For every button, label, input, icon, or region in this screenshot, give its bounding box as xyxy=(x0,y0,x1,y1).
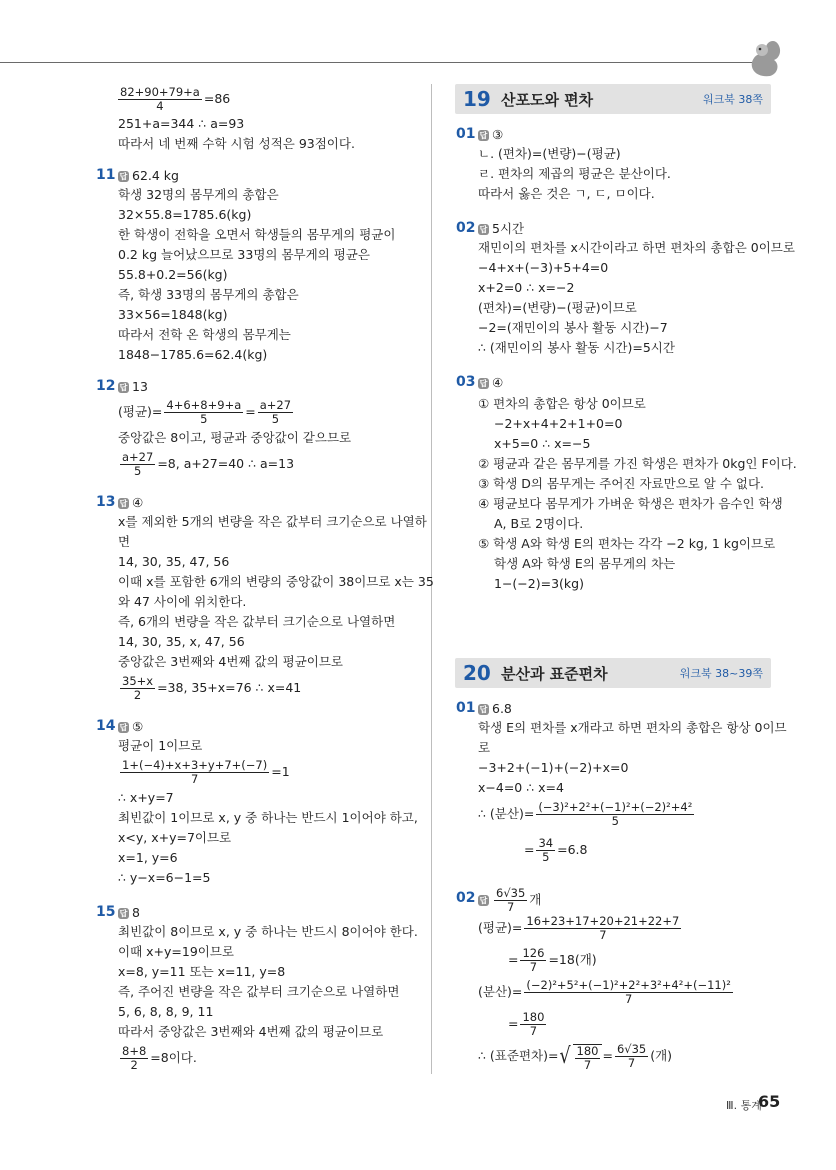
text-line: x−4=0 ∴ x=4 xyxy=(478,780,564,795)
text-line: ① 편차의 총합은 항상 0이므로 xyxy=(478,396,646,411)
eq-variance-result: = $\frac{34}{5}$ =6.8 xyxy=(524,835,588,864)
answer-line: 답 ③ xyxy=(479,127,504,142)
fraction: $\frac{8+8}{2}$ xyxy=(122,1043,147,1072)
answer-line: 답 6.8 xyxy=(479,701,512,716)
squirrel-mascot-icon xyxy=(744,36,784,80)
text-line: 1848−1785.6=62.4(kg) xyxy=(118,347,268,362)
answer-badge-icon: 답 xyxy=(119,171,128,181)
answer-badge-icon: 답 xyxy=(479,895,488,905)
eq-median: $\frac{8+8}{2}$ =8이다. xyxy=(122,1043,197,1072)
question-number: 01 xyxy=(456,700,476,716)
section-header-19 xyxy=(455,84,771,114)
fraction: $\frac{a+27}{5}$ xyxy=(122,449,154,478)
text-line: ④ 평균보다 몸무게가 가벼운 학생은 편차가 음수인 학생 xyxy=(478,496,783,511)
question-number: 02 xyxy=(456,890,476,906)
section-title: 분산과 표준편차 xyxy=(501,664,608,683)
text-line: 즉, 6개의 변량을 작은 값부터 크기순으로 나열하면 xyxy=(118,614,396,629)
text-line: 학생 A와 학생 E의 몸무게의 차는 xyxy=(494,556,676,571)
text-line: 따라서 중앙값은 3번째와 4번째 값의 평균이므로 xyxy=(118,1024,384,1039)
text-line: 이때 x를 포함한 6개의 변량의 중앙값이 38이므로 x는 35 xyxy=(118,574,434,589)
eq-variance: ∴ (분산)= $\frac{\text{(−3)²+2²+(−1)²+(−2)²+4²}}{5}$ xyxy=(478,799,693,828)
eq-variance-result: = $\frac{180}{7}$ xyxy=(508,1009,545,1038)
text-line: 최빈값이 1이므로 x, y 중 하나는 반드시 1이어야 하고, xyxy=(118,810,418,825)
answer-badge-icon: 답 xyxy=(479,704,488,714)
text-line: ② 평균과 같은 몸무게를 가진 학생은 편차가 0kg인 F이다. xyxy=(478,456,797,471)
text-line: 즉, 학생 33명의 몸무게의 총합은 xyxy=(118,287,299,302)
text-line: 0.2 kg 늘어났으므로 33명의 몸무게의 평균은 xyxy=(118,247,370,262)
fraction: $\frac{180}{7}$ xyxy=(576,1044,599,1072)
text-line: 이때 x+y=19이므로 xyxy=(118,944,234,959)
answer-badge-icon: 답 xyxy=(479,130,488,140)
text-line: ⑤ 학생 A와 학생 E의 편차는 각각 −2 kg, 1 kg이므로 xyxy=(478,536,776,551)
fraction: $\frac{180}{7}$ xyxy=(522,1009,545,1038)
text-line: −2=(재민이의 봉사 활동 시간)−7 xyxy=(478,320,668,335)
answer-line: 답 8 xyxy=(119,905,140,920)
fraction: $\frac{126}{7}$ xyxy=(522,945,545,974)
section-number: 20 xyxy=(463,661,491,685)
page-number: 65 xyxy=(758,1092,781,1111)
top-rule xyxy=(0,62,770,63)
text-line: x=8, y=11 또는 x=11, y=8 xyxy=(118,964,286,979)
workbook-ref: 워크북 38쪽 xyxy=(703,93,763,106)
text-line: 따라서 전학 온 학생의 몸무게는 xyxy=(118,327,291,342)
text-line: 면 xyxy=(118,534,131,549)
question-number: 02 xyxy=(456,220,476,236)
text-line: 14, 30, 35, 47, 56 xyxy=(118,554,230,569)
answer-line: 답 62.4 kg xyxy=(119,168,179,183)
answer-badge-icon: 답 xyxy=(479,224,488,234)
text-line: 33×56=1848(kg) xyxy=(118,307,228,322)
question-number: 15 xyxy=(96,904,116,920)
section-number: 19 xyxy=(463,87,491,111)
eq-solve: $\frac{a+27}{5}$ =8, a+27=40 ∴ a=13 xyxy=(122,449,295,478)
text-line: 평균이 1이므로 xyxy=(118,738,203,753)
answer-line: 답 ⑤ xyxy=(119,719,144,734)
workbook-ref: 워크북 38~39쪽 xyxy=(679,667,763,680)
fraction: $\frac{6√35}{7}$ xyxy=(496,885,526,914)
eq-median: $\frac{35+x}{2}$ =38, 35+x=76 ∴ x=41 xyxy=(122,673,302,702)
text-line: ∴ y−x=6−1=5 xyxy=(118,870,211,885)
question-number: 03 xyxy=(456,374,476,390)
text-line: ∴ x+y=7 xyxy=(118,790,174,805)
text-line: 최빈값이 8이므로 x, y 중 하나는 반드시 8이어야 한다. xyxy=(118,924,418,939)
eq-mean: (평균)= $\frac{16+23+17+20+21+22+7}{7}$ xyxy=(478,913,680,942)
fraction: $\frac{\text{(−3)²+2²+(−1)²+(−2)²+4²}}{5}$ xyxy=(538,799,693,828)
text-line: 중앙값은 8이고, 평균과 중앙값이 같으므로 xyxy=(118,430,352,445)
text-line: 14, 30, 35, x, 47, 56 xyxy=(118,634,245,649)
text-line: ㄹ. 편차의 제곱의 평균은 분산이다. xyxy=(478,166,671,181)
section-header-20 xyxy=(455,658,771,688)
question-number: 11 xyxy=(96,167,116,183)
question-number: 01 xyxy=(456,126,476,142)
fraction: $\frac{a+27}{5}$ xyxy=(259,397,292,426)
text-line: ㄴ. (편차)=(변량)−(평균) xyxy=(478,146,621,161)
eq-mean-result: = $\frac{126}{7}$ =18(개) xyxy=(508,945,597,974)
text-line: −3+2+(−1)+(−2)+x=0 xyxy=(478,760,629,775)
fraction: $\frac{82+90+79+a}{4}$ xyxy=(120,85,200,113)
answer-line: 답 13 xyxy=(119,379,148,394)
text-line: ③ 학생 D의 몸무게는 주어진 자료만으로 알 수 없다. xyxy=(478,476,765,491)
text-line: 로 xyxy=(478,740,491,755)
text-line: 따라서 네 번째 수학 시험 성적은 93점이다. xyxy=(118,136,355,151)
footer-section: Ⅲ. 통계 xyxy=(726,1099,762,1112)
text-line: 따라서 옳은 것은 ㄱ, ㄷ, ㅁ이다. xyxy=(478,186,655,201)
answer-line: 답 ④ xyxy=(119,495,144,510)
question-number: 12 xyxy=(96,378,116,394)
square-root xyxy=(558,1040,602,1072)
text-line: 1−(−2)=3(kg) xyxy=(494,576,584,591)
text-line: −4+x+(−3)+5+4=0 xyxy=(478,260,609,275)
eq-std-dev: ∴ (표준편차)= √ $\frac{180}{7}$ = $\frac{6√35}{7}$ (개) xyxy=(478,1041,673,1072)
answer-badge-icon: 답 xyxy=(479,378,488,388)
answer-line: 답 $\frac{6√35}{7}$ 개 xyxy=(479,885,542,914)
eq-mean: (평균)= $\frac{4+6+8+9+a}{5}$ = $\frac{a+27}{5}$ xyxy=(118,397,292,426)
answer-badge-icon: 답 xyxy=(119,498,128,508)
text-line: (편차)=(변량)−(평균)이므로 xyxy=(478,300,637,315)
text-line: x를 제외한 5개의 변량을 작은 값부터 크기순으로 나열하 xyxy=(118,514,427,529)
text-line: 학생 E의 편차를 x개라고 하면 편차의 총합은 항상 0이므 xyxy=(478,720,787,735)
text-line: 5, 6, 8, 8, 9, 11 xyxy=(118,1004,214,1019)
question-number: 13 xyxy=(96,494,116,510)
eq-mean: $\frac{1+(-4)+x+3+y+7+(-7)}{7}$ =1 xyxy=(122,757,290,786)
text-line: 와 47 사이에 위치한다. xyxy=(118,594,247,609)
answer-badge-icon: 답 xyxy=(119,722,128,732)
text-line: ∴ (재민이의 봉사 활동 시간)=5시간 xyxy=(478,340,675,355)
fraction: $\frac{1+(-4)+x+3+y+7+(-7)}{7}$ xyxy=(122,757,268,786)
answer-line: 답 ④ xyxy=(479,375,504,390)
fraction: $\frac{34}{5}$ xyxy=(538,835,554,864)
text-line: 한 학생이 전학을 오면서 학생들의 몸무게의 평균이 xyxy=(118,227,396,242)
text-line: 즉, 주어진 변량을 작은 값부터 크기순으로 나열하면 xyxy=(118,984,400,999)
text-line: A, B로 2명이다. xyxy=(494,516,584,531)
text-line: x+2=0 ∴ x=−2 xyxy=(478,280,575,295)
text-line: x<y, x+y=7이므로 xyxy=(118,830,232,845)
section-title: 산포도와 편차 xyxy=(501,90,594,109)
fraction: $\frac{\text{(−2)²+5²+(−1)²+2²+3²+4²+(−11)²}}{7}$ xyxy=(526,977,731,1006)
text-line: 32×55.8=1785.6(kg) xyxy=(118,207,252,222)
text-line: x+5=0 ∴ x=−5 xyxy=(494,436,591,451)
fraction: $\frac{6√35}{7}$ xyxy=(616,1041,647,1070)
text-line: 학생 32명의 몸무게의 총합은 xyxy=(118,187,279,202)
text-line: x=1, y=6 xyxy=(118,850,178,865)
text-line: 재민이의 편차를 x시간이라고 하면 편차의 총합은 0이므로 xyxy=(478,240,795,255)
text-line: 55.8+0.2=56(kg) xyxy=(118,267,228,282)
eq-mean-score: $\frac{82+90+79+a}{4}$ =86 xyxy=(120,85,231,113)
fraction: $\frac{35+x}{2}$ xyxy=(122,673,154,702)
fraction: $\frac{16+23+17+20+21+22+7}{7}$ xyxy=(526,913,680,942)
text-line: 중앙값은 3번째와 4번째 값의 평균이므로 xyxy=(118,654,343,669)
answer-badge-icon: 답 xyxy=(119,382,128,392)
text-line: −2+x+4+2+1+0=0 xyxy=(494,416,623,431)
eq-variance: (분산)= $\frac{\text{(−2)²+5²+(−1)²+2²+3²+4²+(−11)²}}{7}$ xyxy=(478,977,731,1006)
text-line: 251+a=344 ∴ a=93 xyxy=(118,116,245,131)
answer-badge-icon: 답 xyxy=(119,908,128,918)
answer-line: 답 5시간 xyxy=(479,221,525,236)
fraction: $\frac{4+6+8+9+a}{5}$ xyxy=(166,397,242,426)
radical-sign-icon: √ xyxy=(559,1044,572,1069)
question-number: 14 xyxy=(96,718,116,734)
